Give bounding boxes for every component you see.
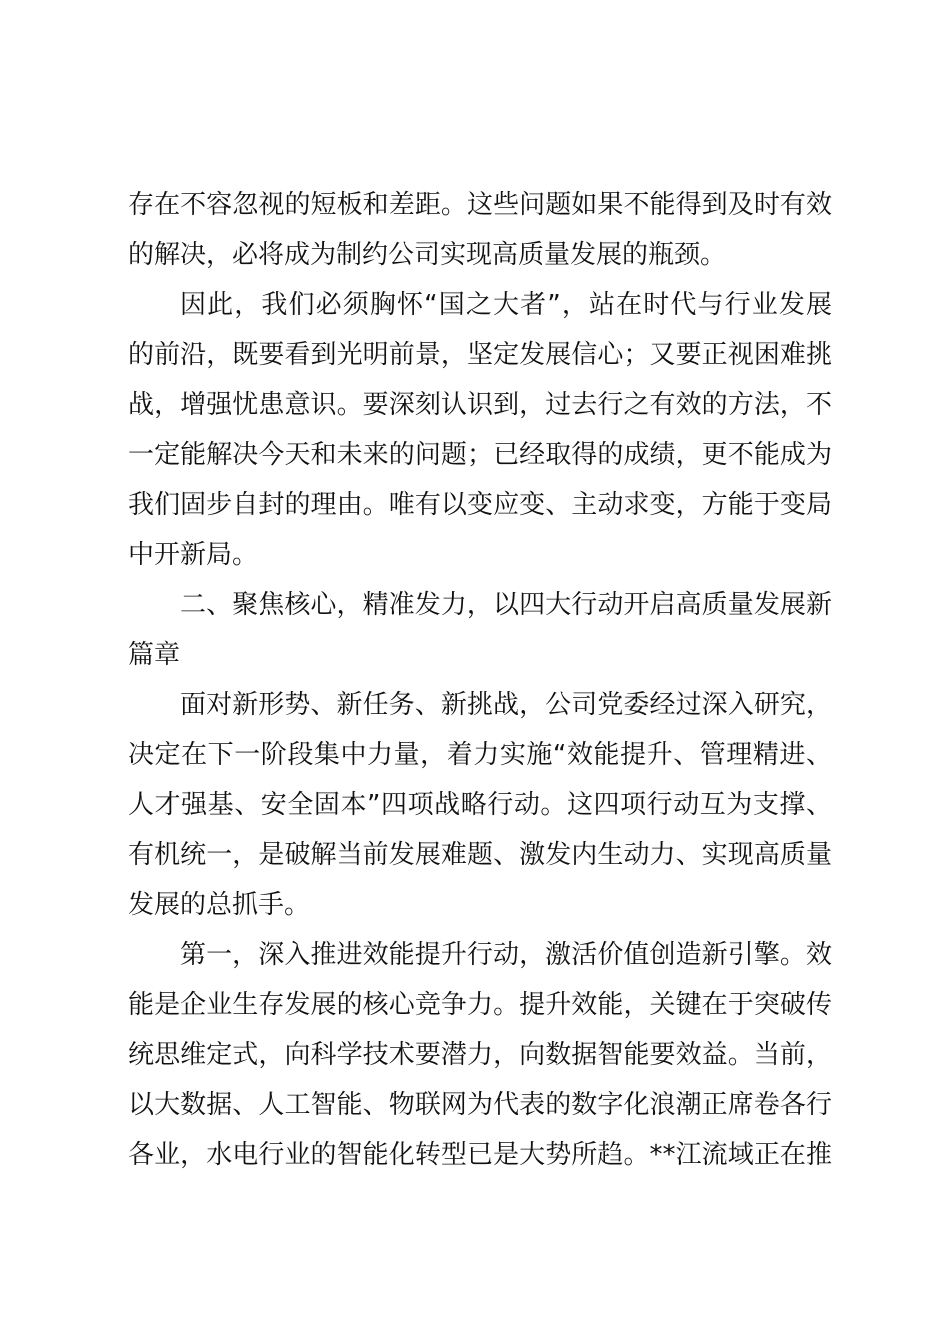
text-line: 面对新形势、新任务、新挑战，公司党委经过深入研究， bbox=[180, 690, 832, 720]
text-line: 第一，深入推进效能提升行动，激活价值创造新引擎。效 bbox=[180, 940, 832, 970]
text-line: 发展的总抓手。 bbox=[128, 890, 311, 920]
text-line: 篇章 bbox=[128, 640, 181, 670]
text-line: 中开新局。 bbox=[128, 540, 259, 570]
text-line: 战，增强忧患意识。要深刻认识到，过去行之有效的方法，不 bbox=[128, 390, 832, 420]
text-line: 的前沿，既要看到光明前景，坚定发展信心；又要正视困难挑 bbox=[128, 340, 832, 370]
text-line: 我们固步自封的理由。唯有以变应变、主动求变，方能于变局 bbox=[128, 490, 832, 520]
text-line: 各业，水电行业的智能化转型已是大势所趋。**江流域正在推 bbox=[128, 1140, 832, 1170]
text-line: 存在不容忽视的短板和差距。这些问题如果不能得到及时有效 bbox=[128, 190, 832, 220]
text-line: 以大数据、人工智能、物联网为代表的数字化浪潮正席卷各行 bbox=[128, 1090, 832, 1120]
text-line: 人才强基、安全固本”四项战略行动。这四项行动互为支撑、 bbox=[128, 790, 832, 820]
text-line: 统思维定式，向科学技术要潜力，向数据智能要效益。当前， bbox=[128, 1040, 832, 1070]
text-line: 二、聚焦核心，精准发力，以四大行动开启高质量发展新 bbox=[180, 590, 832, 620]
text-line: 有机统一，是破解当前发展难题、激发内生动力、实现高质量 bbox=[128, 840, 832, 870]
text-line: 的解决，必将成为制约公司实现高质量发展的瓶颈。 bbox=[128, 240, 727, 270]
text-line: 能是企业生存发展的核心竞争力。提升效能，关键在于突破传 bbox=[128, 990, 832, 1020]
text-line: 一定能解决今天和未来的问题；已经取得的成绩，更不能成为 bbox=[128, 440, 832, 470]
text-line: 决定在下一阶段集中力量，着力实施“效能提升、管理精进、 bbox=[128, 740, 832, 770]
text-line: 因此，我们必须胸怀“国之大者”，站在时代与行业发展 bbox=[180, 290, 832, 320]
